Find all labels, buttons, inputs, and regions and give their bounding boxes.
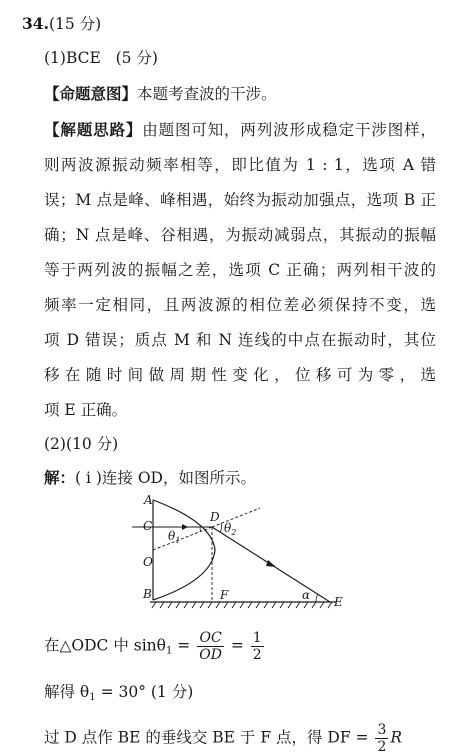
solution-text: ( i )连接 OD，如图所示。	[75, 469, 256, 487]
thinking-line-2: 则两波源振动频率相等，即比值为 1 : 1，选项 A 错	[44, 156, 436, 174]
theta2-arc	[220, 523, 222, 532]
solution-tag: 解：	[44, 468, 76, 487]
last-line	[44, 722, 402, 755]
eq2-text: = 30° (1 分)	[95, 683, 194, 701]
label-b: B	[143, 587, 152, 601]
ground-hatch	[152, 602, 332, 608]
equation-sin	[44, 630, 266, 663]
eq1-sub: 1	[166, 645, 173, 657]
part2-label: (2)(10 分)	[44, 435, 119, 453]
frac-num: 1	[252, 630, 262, 646]
label-theta2: $\theta_2$	[224, 521, 237, 537]
thinking-line-1	[44, 120, 436, 140]
refracted-arrow-icon	[266, 560, 276, 567]
thinking-text: 由题图可知，两列波形成稳定干涉图样，	[142, 121, 436, 139]
thinking-tag: 【解题思路】	[44, 120, 143, 139]
thinking-line-6: 频率一定相同，且两波源的相位差必须保持不变，选	[44, 296, 436, 314]
thinking-line-7: 项 D 错误；质点 M 和 N 连线的中点在振动时，其位	[44, 331, 436, 349]
frac-den: 2	[377, 739, 387, 755]
fraction-one-half	[251, 630, 264, 663]
intent-tag: 【命题意图】	[44, 84, 138, 103]
radius-od-line	[153, 527, 212, 550]
label-o: O	[143, 555, 153, 569]
thinking-line-8: 移在随时间做周期性变化，位移可为零，选	[44, 366, 436, 384]
eq1-prefix: 在△ODC 中 sinθ	[44, 636, 166, 655]
curved-face-arc	[153, 500, 215, 600]
solution-line	[44, 468, 256, 488]
label-alpha: α	[302, 588, 311, 602]
label-c: C	[143, 519, 153, 533]
thinking-line-3: 误；M 点是峰、峰相遇，始终为振动加强点，选项 B 正	[44, 191, 436, 209]
equation-theta	[44, 682, 193, 708]
alpha-arc	[316, 594, 318, 602]
intent-line	[44, 84, 277, 104]
thinking-line-4: 确；N 点是峰、谷相遇，为振动减弱点，其振动的振幅	[44, 226, 436, 244]
eq1-equals-2: =	[225, 636, 249, 655]
frac-num: OC	[199, 630, 222, 646]
label-a: A	[144, 493, 153, 507]
question-score: (15 分)	[48, 15, 102, 33]
fraction-three-half	[375, 722, 388, 755]
fraction-oc-od	[197, 630, 224, 663]
incident-arrow-icon	[182, 524, 188, 530]
last-suffix: R	[390, 728, 403, 747]
part1-score: (5 分)	[115, 49, 158, 67]
part1-label: (1)BCE	[44, 49, 101, 67]
part1-answer	[44, 48, 158, 68]
eq2-sub: 1	[89, 692, 96, 703]
last-text: 过 D 点作 BE 的垂线交 BE 于 F 点，得 DF =	[44, 728, 374, 747]
thinking-line-9: 项 E 正确。	[44, 401, 128, 419]
frac-den: 2	[252, 647, 262, 663]
intent-text: 本题考查波的干涉。	[137, 85, 277, 103]
frac-num: 3	[377, 722, 387, 738]
question-header	[22, 14, 101, 34]
label-f: F	[220, 588, 229, 602]
question-number: 34.	[22, 14, 49, 33]
label-e: E	[334, 595, 343, 609]
label-theta1: $\theta_1$	[168, 529, 181, 545]
optics-diagram	[120, 492, 350, 614]
eq2-prefix: 解得 θ	[44, 683, 90, 701]
frac-den: OD	[199, 647, 222, 663]
eq1-equals: =	[172, 636, 196, 655]
label-d: D	[210, 510, 220, 524]
thinking-line-5: 等于两列波的振幅之差，选项 C 正确；两列相干波的	[44, 261, 436, 279]
